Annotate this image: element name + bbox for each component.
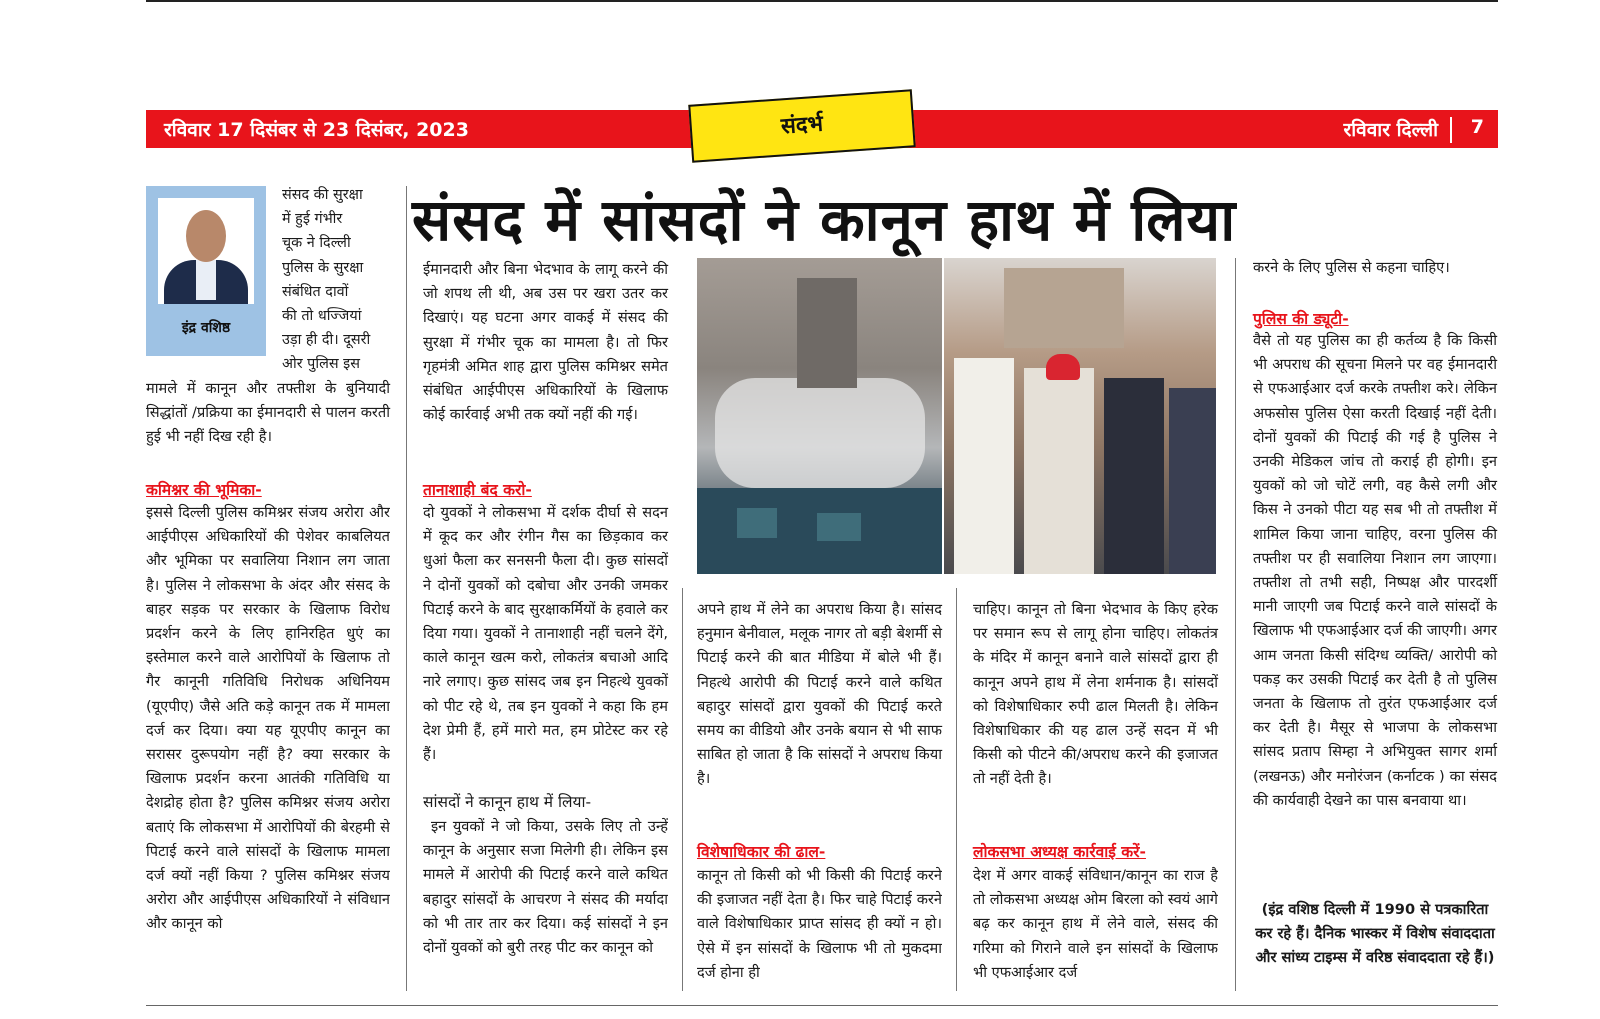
article-column-3-cont: कानून तो किसी को भी किसी की पिटाई करने की इजाजत नहीं देता है। फिर चाहे पिटाई करने वाले विशेषाधिकार प्राप्त सांसद ही क्यों न हो। ऐसे में इन सांसदों के खिलाफ भी तो मुकदमा दर्ज होना ही [697,867,942,981]
article-column-2-top: ईमानदारी और बिना भेदभाव के लागू करने की जो शपथ ली थी, अब उस पर खरा उतर कर दिखाएं। यह घटना अगर वाकई में संसद की सुरक्षा में गंभीर चूक का मामला है। तो फिर गृहमंत्री अमित शाह द्वारा पुलिस कमिश्नर समेत संबंधित आईपीएस अधिकारियों के खिलाफ कोई कार्रवाई अभी तक क्यों नहीं की गई। [423,261,668,424]
page-headline: संसद में सांसदों ने कानून हाथ में लिया [412,186,1237,254]
article-column-4: चाहिए। कानून तो बिना भेदभाव के किए हरेक पर समान रूप से लागू होना चाहिए। लोकतंत्र के मंदिर में कानून बनाने वाले सांसदों द्वारा ही कानून अपने हाथ में लेना शर्मनाक है। सांसदों को विशेषाधिकार रुपी ढाल मिलती है। लेकिन विशेषाधिकार की यह ढाल उन्हें सदन में भी किसी को पीटने की/अपराध करने की इजाजत तो नहीं देती है। [973,601,1218,788]
column-divider [682,588,683,991]
issue-date: रविवार 17 दिसंबर से 23 दिसंबर, 2023 [164,119,469,141]
subhead-speaker-action: लोकसभा अध्यक्ष कार्रवाई करें- [973,843,1146,861]
subhead-police-duty: पुलिस की ड्यूटी- [1253,310,1349,328]
author-name: इंद्र वशिष्ठ [181,320,231,336]
column-divider [956,588,957,991]
article-column-2-cont: इन युवकों ने जो किया, उसके लिए तो उन्हें कानून के अनुसार सजा मिलेगी ही। लेकिन इस मामले में आरोपी की पिटाई करने वाले कथित बहादुर सांसदों के आचरण ने संसद की मर्यादा को भी तार तार कर दिया। कई सांसदों ने इन दोनों युवकों को बुरी तरह पीट कर कानून को [423,818,668,957]
article-column-5: वैसे तो यह पुलिस का ही कर्तव्य है कि किसी भी अपराध की सूचना मिलने पर वह ईमानदारी से एफआईआर दर्ज करके तफ्तीश करे। लेकिन अफसोस पुलिस ऐसा करती दिखाई नहीं देती। दोनों युवकों की पिटाई की गई है पुलिस ने उनकी मेडिकल जांच तो कराई ही होगी। इन युवकों को जो चोटें लगी, वह कैसे लगी और किस ने उनको पीटा यह सब भी तो तफ्तीश में शामिल किया जाना चाहिए, वरना पुलिस की तफ्तीश पर ही सवालिया निशान लग जाएगा। तफ्तीश तो तभी सही, निष्पक्ष और पारदर्शी मानी जाएगी जब पिटाई करने वाले सांसदों के खिलाफ भी एफआईआर दर्ज की जाएगी। अगर आम जनता किसी संदिग्ध व्यक्ति/ आरोपी को पकड़ कर उसकी पिटाई कर देती है तो पुलिस जनता के खिलाफ तो तुरंत एफआईआर दर्ज कर देती है। मैसूर से भाजपा के लोकसभा सांसद प्रताप सिम्हा ने अभियुक्त सागर शर्मा (लखनऊ) और मनोरंजन (कर्नाटक ) का संसद की कार्यवाही देखने का पास बनवाया था। [1253,332,1497,809]
top-rule [146,0,1498,2]
column-divider [1235,258,1236,991]
mps-crowd-photo [944,258,1216,574]
author-photo-card [146,186,266,356]
subhead-dictatorship: तानाशाही बंद करो- [423,481,532,499]
bottom-rule [146,1005,1498,1006]
section-tag: संदर्भ [688,89,916,162]
article-column-4-cont: देश में अगर वाकई संविधान/कानून का राज है तो लोकसभा अध्यक्ष ओम बिरला को स्वयं आगे बढ़ कर कानून हाथ में लेने वाले, संसद की गरिमा को गिराने वाले इन सांसदों के खिलाफ भी एफआईआर दर्ज [973,867,1218,981]
lok-sabha-smoke-photo [697,258,942,574]
article-column-5-top: करने के लिए पुलिस से कहना चाहिए। [1253,259,1450,276]
article-column-3: अपने हाथ में लेने का अपराध किया है। सांसद हनुमान बेनीवाल, मलूक नागर तो बड़ी बेशर्मी से पिटाई करने की बात मीडिया में बोले भी हैं। निहत्थे आरोपी की पिटाई करने वाले कथित बहादुर सांसदों द्वारा युवकों की पिटाई करते समय का वीडियो और उनके बयान से भी साफ साबित हो जाता है कि सांसदों ने अपराध किया है। [697,601,942,788]
subhead-commissioner: कमिश्नर की भूमिका- [146,481,262,499]
article-column-2: दो युवकों ने लोकसभा में दर्शक दीर्घा से सदन में कूद कर और रंगीन गैस का छिड़काव कर धुआं फैला कर सनसनी फैला दी। कुछ सांसदों ने दोनों युवकों को दबोचा और उनकी जमकर पिटाई करने के बाद सुरक्षाकर्मियों के हवाले कर दिया गया। युवकों ने तानाशाही नहीं चलने देंगे, काले कानून खत्म करो, लोकतंत्र बचाओ आदि नारे लगाए। कुछ सांसद जब इन निहत्थे युवकों को पीट रहे थे, तब इन युवकों ने कहा कि हम देश प्रेमी हैं, हमें मारो मत, हम प्रोटेस्ट कर रहे हैं। [423,504,668,764]
subhead-privilege-shield: विशेषाधिकार की ढाल- [697,843,826,861]
page-number: 7 [1470,116,1484,138]
intro-text: मामले में कानून और तफ्तीश के बुनियादी सिद्धांतों /प्रक्रिया का ईमानदारी से पालन करती हुई भी नहीं दिख रही है। [146,380,390,446]
article-column-1: इससे दिल्ली पुलिस कमिश्नर संजय अरोरा और आईपीएस अधिकारियों की पेशेवर काबलियत और भूमिका पर सवालिया निशान लग जाता है। पुलिस ने लोकसभा के अंदर और संसद के बाहर सड़क पर सरकार के खिलाफ विरोध प्रदर्शन करने के लिए हानिरहित धुएं का इस्तेमाल करने वाले आरोपियों के खिलाफ तो गैर कानूनी गतिविधि निरोधक अधिनियम (यूएपीए) जैसे अति कड़े कानून तक में मामला दर्ज कर दिया। क्या यह यूएपीए कानून का सरासर दुरूपयोग नहीं है? क्या सरकार के खिलाफ प्रदर्शन करना आतंकी गतिविधि या देशद्रोह होता है? पुलिस कमिश्नर संजय अरोरा बताएं कि लोकसभा में आरोपियों की बेरहमी से पिटाई करने वाले सांसदों के खिलाफ मामला दर्ज क्यों नहीं किया ? पुलिस कमिश्नर संजय अरोरा और आईपीएस अधिकारियों ने संविधान और कानून को [146,504,390,933]
intro-wrap-text: संसद की सुरक्षा में हुई गंभीर चूक ने दिल्ली पुलिस के सुरक्षा संबंधित दावों की तो धज्जियां उड़ा ही दी। दूसरी ओर पुलिस इस [282,187,371,373]
subhead-law-in-hands: सांसदों ने कानून हाथ में लिया- [423,793,592,811]
masthead-divider [1450,117,1452,143]
edition-name: रविवार दिल्ली [1343,119,1438,141]
author-note: (इंद्र वशिष्ठ दिल्ली में 1990 से पत्रकारिता कर रहे हैं। दैनिक भास्कर में विशेष संवाददाता और सांध्य टाइम्स में वरिष्ठ संवाददाता रहे हैं।) [1255,901,1495,967]
author-photo [158,198,254,304]
column-divider [406,186,407,991]
